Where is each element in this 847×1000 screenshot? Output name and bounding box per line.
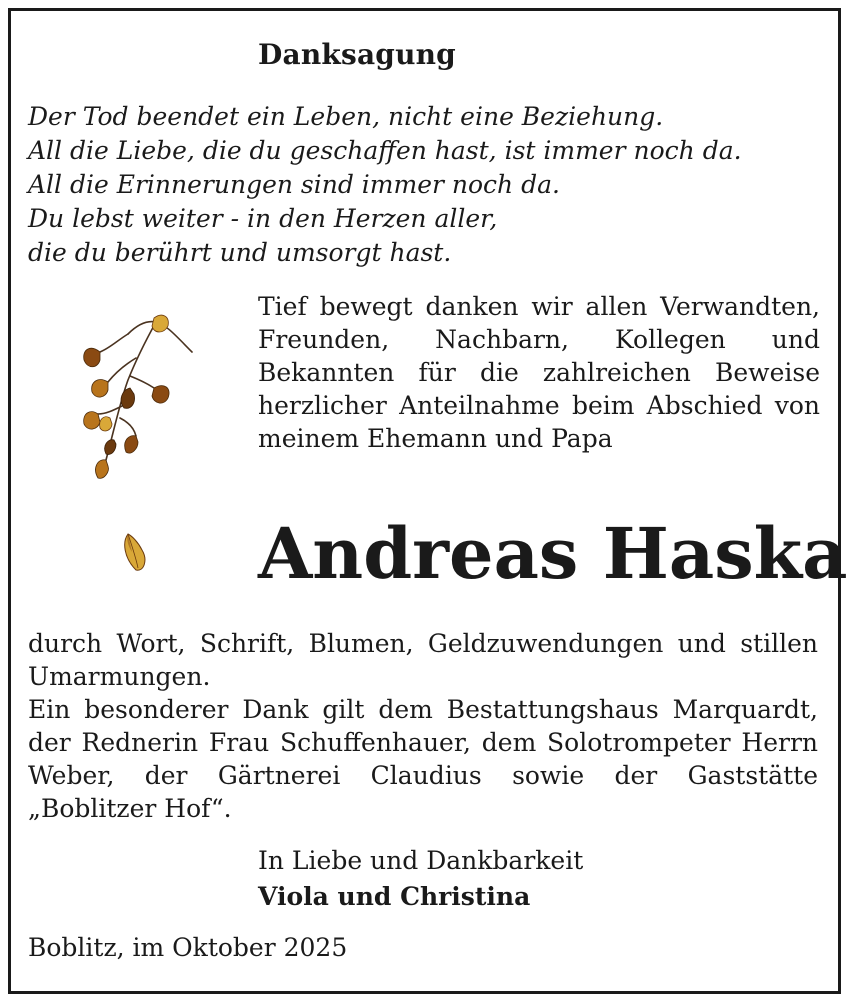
signature: Viola und Christina xyxy=(258,882,531,911)
closing-line: In Liebe und Dankbarkeit xyxy=(258,846,584,875)
poem-line: die du berührt und umsorgt hast. xyxy=(28,238,452,267)
poem-line: Du lebst weiter - in den Herzen aller, xyxy=(28,204,498,233)
notice-title: Danksagung xyxy=(258,38,456,71)
autumn-branch-icon xyxy=(70,310,200,485)
falling-leaf-icon xyxy=(118,530,150,574)
deceased-name: Andreas Haska xyxy=(258,512,847,595)
poem xyxy=(28,100,742,270)
body-paragraph: durch Wort, Schrift, Blumen, Geldzuwendungen und stillen Umarmungen. xyxy=(28,629,818,691)
place-date: Boblitz, im Oktober 2025 xyxy=(28,933,348,962)
leaf-icon xyxy=(84,315,169,478)
poem-line: Der Tod beendet ein Leben, nicht eine Beziehung. xyxy=(28,102,664,131)
thanks-paragraph: Tief bewegt danken wir allen Verwandten, Freunden, Nachbarn, Kollegen und Bekannten für die zahlreichen Beweise herzlicher Anteilnahme beim Abschied von meinem Ehemann und Papa xyxy=(258,292,820,453)
poem-line: All die Liebe, die du geschaffen hast, ist immer noch da. xyxy=(28,136,742,165)
poem-line: All die Erinnerungen sind immer noch da. xyxy=(28,170,560,199)
body-paragraph: Ein besonderer Dank gilt dem Bestattungshaus Marquardt, der Rednerin Frau Schuffenhauer, dem Solotrompeter Herrn Weber, der Gärtnerei Claudius sowie der Gaststätte „Boblitzer Hof“. xyxy=(28,695,818,823)
body-text xyxy=(28,627,818,825)
